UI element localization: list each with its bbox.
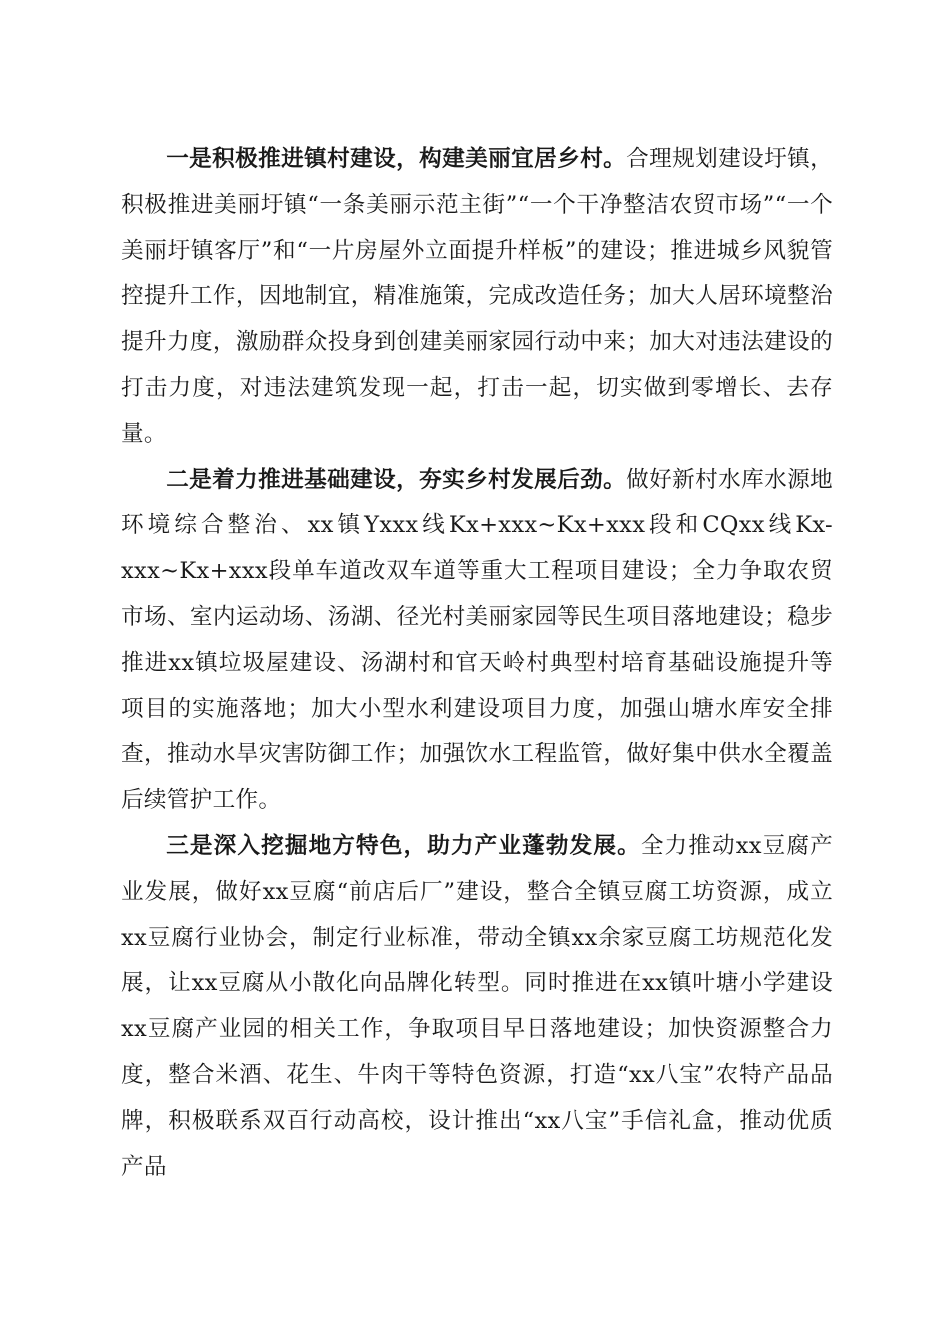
paragraph-body: 合理规划建设圩镇，积极推进美丽圩镇“一条美丽示范主街”“一个干净整洁农贸市场”“一个美丽圩镇客厅”和“一片房屋外立面提升样板”的建设；推进城乡风貌管控提升工作，因地制宜，精准施策，完成改造任务；加大人居环境整治提升力度，激励群众投身到创建美丽家园行动中来；加大对违法建设的打击力度，对违法建筑发现一起，打击一起，切实做到零增长、去存量。 [121, 146, 834, 447]
paragraph-lead: 三是深入挖掘地方特色，助力产业蓬勃发展。 [166, 832, 641, 859]
paragraph-body: 做好新村水库水源地环境综合整治、xx镇Yxxx线Kx+xxx~Kx+xxx段和CQxx线Kx-xxx~Kx+xxx段单车道改双车道等重大工程项目建设；全力争取农贸市场、室内运动场、汤湖、径光村美丽家园等民生项目落地建设；稳步推进xx镇垃圾屋建设、汤湖村和官天岭村典型村培育基础设施提升等项目的实施落地；加大小型水利建设项目力度，加强山塘水库安全排查，推动水旱灾害防御工作；加强饮水工程监管，做好集中供水全覆盖后续管护工作。 [121, 466, 834, 814]
paragraph-local-industry [121, 824, 833, 1190]
paragraph-town-village-construction [121, 137, 833, 458]
document-page [121, 137, 833, 1190]
paragraph-lead: 一是积极推进镇村建设，构建美丽宜居乡村。 [166, 146, 627, 172]
paragraph-body: 全力推动xx豆腐产业发展，做好xx豆腐“前店后厂”建设，整合全镇豆腐工坊资源，成立xx豆腐行业协会，制定行业标准，带动全镇xx余家豆腐工坊规范化发展，让xx豆腐从小散化向品牌化转型。同时推进在xx镇叶塘小学建设xx豆腐产业园的相关工作，争取项目早日落地建设；加快资源整合力度，整合米酒、花生、牛肉干等特色资源，打造“xx八宝”农特产品品牌，积极联系双百行动高校，设计推出“xx八宝”手信礼盒，推动优质产品 [121, 832, 834, 1180]
paragraph-infrastructure-construction [121, 458, 833, 824]
paragraph-lead: 二是着力推进基础建设，夯实乡村发展后劲。 [166, 466, 627, 493]
